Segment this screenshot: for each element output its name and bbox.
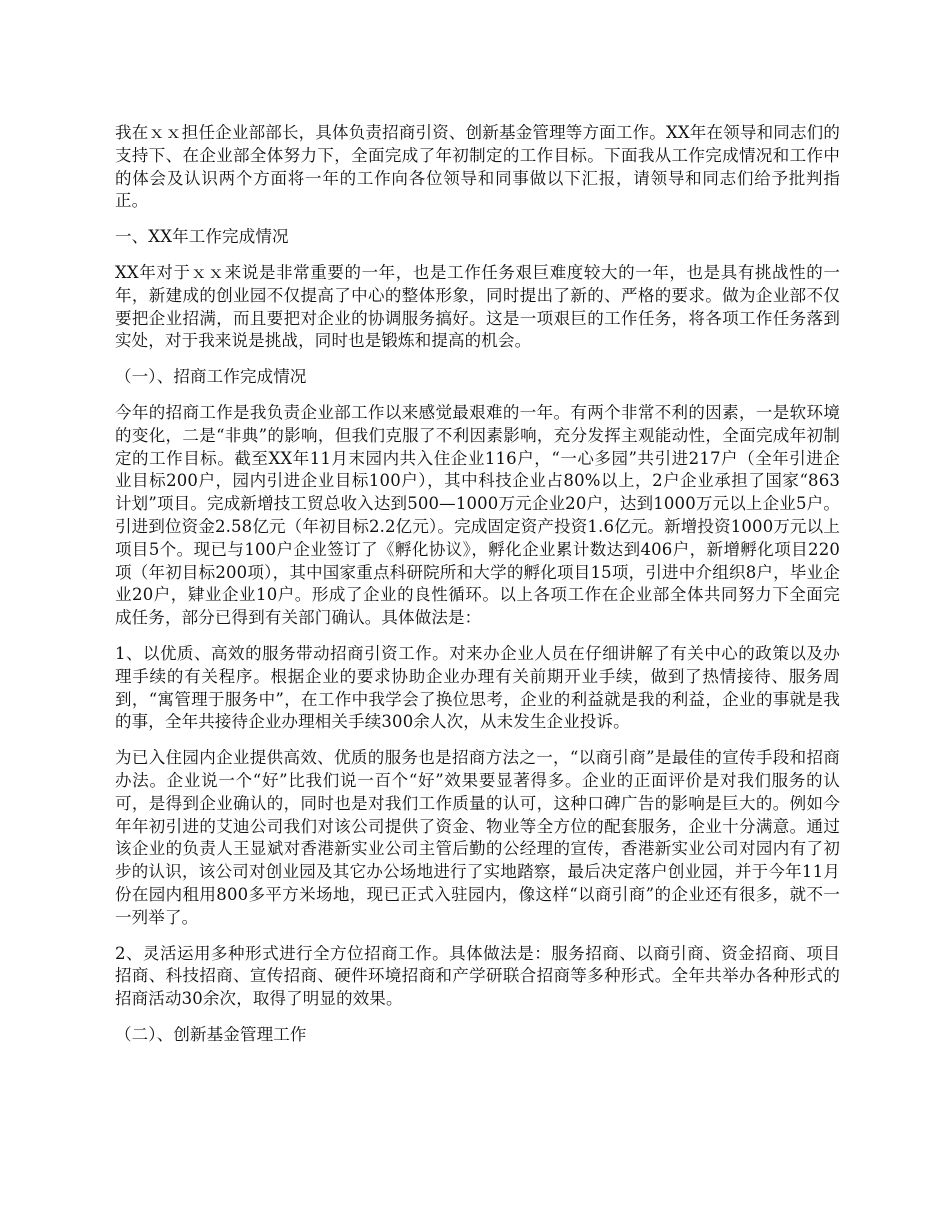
overview-paragraph: XX年对于ｘｘ来说是非常重要的一年，也是工作任务艰巨难度较大的一年，也是具有挑战性的一年，新建成的创业园不仅提高了中心的整体形象，同时提出了新的、严格的要求。做为企业部不仅要把企业招满，而且要把对企业的协调服务搞好。这是一项艰巨的工作任务，将各项工作任务落到实处，对于我来说是挑战，同时也是锻炼和提高的机会。 (115, 262, 840, 351)
subsection-heading-2: （二）、创新基金管理工作 (115, 1024, 307, 1044)
document-body (115, 122, 840, 1060)
method-2-paragraph: 2、灵活运用多种形式进行全方位招商工作。具体做法是：服务招商、以商引商、资金招商、项目招商、科技招商、宣传招商、硬件环境招商和产学研联合招商等多种形式。全年共举办各种形式的招商活动30余次，取得了明显的效果。 (115, 943, 840, 1009)
results-paragraph: 今年的招商工作是我负责企业部工作以来感觉最艰难的一年。有两个非常不利的因素，一是软环境的变化，二是“非典”的影响，但我们克服了不利因素影响，充分发挥主观能动性，全面完成年初制定的工作目标。截至XX年11月末园内共入住企业116户，“一心多园”共引进217户（全年引进企业目标200户，园内引进企业目标100户），其中科技企业占80%以上，2户企业承担了国家“863计划”项目。完成新增技工贸总收入达到500—1000万元企业20户，达到1000万元以上企业5户。引进到位资金2.58亿元（年初目标2.2亿元）。完成固定资产投资1.6亿元。新增投资1000万元以上项目5个。现已与100户企业签订了《孵化协议》，孵化企业累计数达到406户，新增孵化项目220项（年初目标200项），其中国家重点科研院所和大学的孵化项目15项，引进中介组织8户，毕业企业20户，肄业企业10户。形成了企业的良性循环。以上各项工作在企业部全体共同努力下全面完成任务，部分已得到有关部门确认。具体做法是： (115, 402, 840, 628)
subsection-heading-1: （一）、招商工作完成情况 (115, 367, 307, 387)
intro-paragraph: 我在ｘｘ担任企业部部长，具体负责招商引资、创新基金管理等方面工作。XX年在领导和同志们的支持下、在企业部全体努力下，全面完成了年初制定的工作目标。下面我从工作完成情况和工作中的体会及认识两个方面将一年的工作向各位领导和同事做以下汇报，请领导和同志们给予批判指正。 (115, 123, 840, 211)
method-1-paragraph: 1、以优质、高效的服务带动招商引资工作。对来办企业人员在仔细讲解了有关中心的政策以及办理手续的有关程序。根据企业的要求协助企业办理有关前期开业手续，做到了热情接待、服务周到，“寓管理于服务中”，在工作中我学会了换位思考，企业的利益就是我的利益，企业的事就是我的事，全年共接待企业办理相关手续300余人次，从未发生企业投诉。 (115, 643, 840, 732)
method-1-followup-paragraph: 为已入住园内企业提供高效、优质的服务也是招商方法之一，“以商引商”是最佳的宣传手段和招商办法。企业说一个“好”比我们说一百个“好”效果要显著得多。企业的正面评价是对我们服务的认可，是得到企业确认的，同时也是对我们工作质量的认可，这种口碑广告的影响是巨大的。例如今年年初引进的艾迪公司我们对该公司提供了资金、物业等全方位的配套服务，企业十分满意。通过该企业的负责人王显斌对香港新实业公司主管后勤的公经理的宣传，香港新实业公司对园内有了初步的认识，该公司对创业园及其它办公场地进行了实地踏察，最后决定落户创业园，并于今年11月份在园内租用800多平方米场地，现已正式入驻园内，像这样“以商引商”的企业还有很多，就不一一列举了。 (115, 748, 840, 927)
section-heading-1: 一、XX年工作完成情况 (115, 227, 289, 247)
